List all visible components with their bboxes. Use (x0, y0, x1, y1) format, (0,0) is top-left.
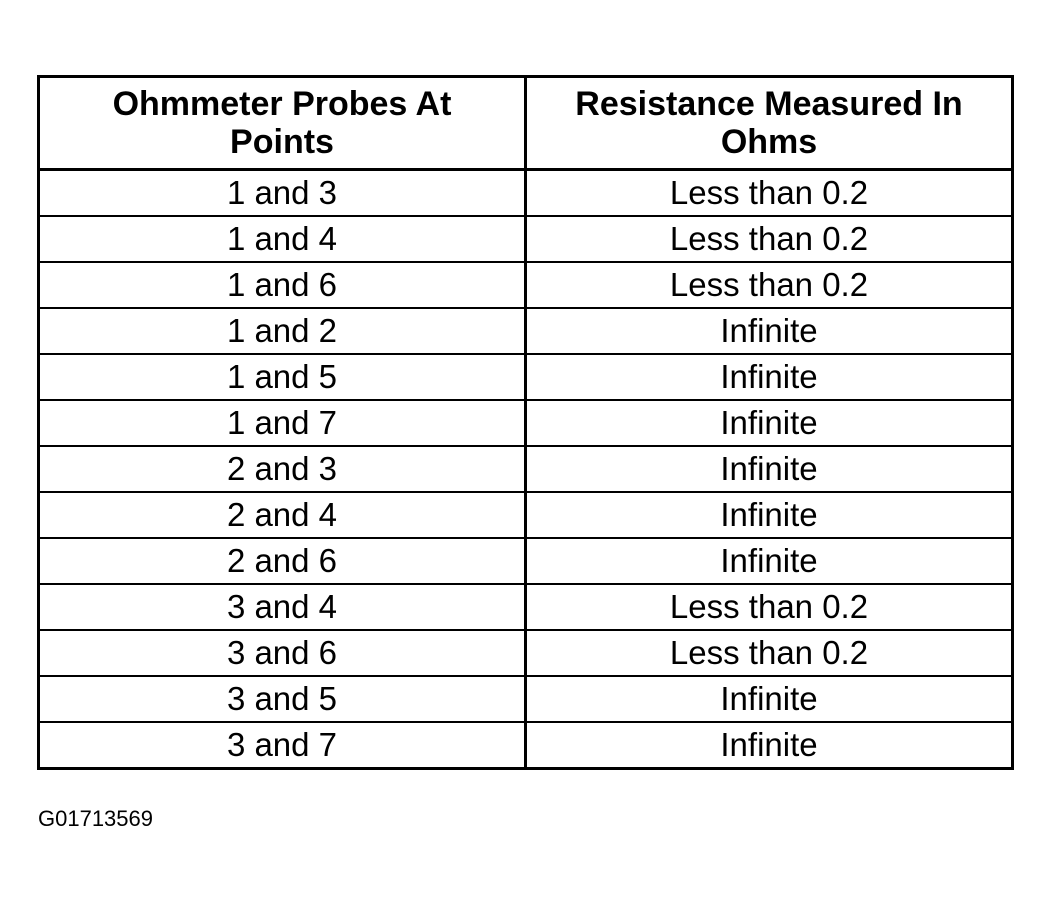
probe-points-cell: 2 and 4 (39, 492, 526, 538)
table-row (39, 354, 1013, 400)
column-header-probes: Ohmmeter Probes At Points (39, 77, 526, 170)
resistance-cell: Less than 0.2 (526, 170, 1013, 217)
resistance-cell: Infinite (526, 354, 1013, 400)
table-row (39, 216, 1013, 262)
resistance-cell: Infinite (526, 400, 1013, 446)
column-header-resistance: Resistance Measured In Ohms (526, 77, 1013, 170)
resistance-cell: Infinite (526, 308, 1013, 354)
probe-points-cell: 1 and 2 (39, 308, 526, 354)
resistance-table (37, 75, 1014, 770)
probe-points-cell: 1 and 4 (39, 216, 526, 262)
resistance-cell: Less than 0.2 (526, 216, 1013, 262)
table-row (39, 492, 1013, 538)
table-row (39, 630, 1013, 676)
table-row (39, 400, 1013, 446)
resistance-cell: Less than 0.2 (526, 262, 1013, 308)
table-row (39, 584, 1013, 630)
probe-points-cell: 3 and 4 (39, 584, 526, 630)
resistance-cell: Infinite (526, 446, 1013, 492)
probe-points-cell: 2 and 6 (39, 538, 526, 584)
table-row (39, 446, 1013, 492)
probe-points-cell: 3 and 7 (39, 722, 526, 769)
resistance-cell: Infinite (526, 538, 1013, 584)
figure-id: G01713569 (38, 806, 153, 831)
resistance-cell: Less than 0.2 (526, 584, 1013, 630)
table-row (39, 262, 1013, 308)
probe-points-cell: 2 and 3 (39, 446, 526, 492)
table-row (39, 308, 1013, 354)
probe-points-cell: 1 and 7 (39, 400, 526, 446)
table-row (39, 170, 1013, 217)
probe-points-cell: 1 and 5 (39, 354, 526, 400)
resistance-cell: Infinite (526, 492, 1013, 538)
probe-points-cell: 1 and 3 (39, 170, 526, 217)
table-row (39, 722, 1013, 769)
probe-points-cell: 3 and 6 (39, 630, 526, 676)
table-row (39, 676, 1013, 722)
table-row (39, 538, 1013, 584)
table-header-row (39, 77, 1013, 170)
resistance-cell: Less than 0.2 (526, 630, 1013, 676)
probe-points-cell: 1 and 6 (39, 262, 526, 308)
resistance-cell: Infinite (526, 676, 1013, 722)
resistance-cell: Infinite (526, 722, 1013, 769)
probe-points-cell: 3 and 5 (39, 676, 526, 722)
